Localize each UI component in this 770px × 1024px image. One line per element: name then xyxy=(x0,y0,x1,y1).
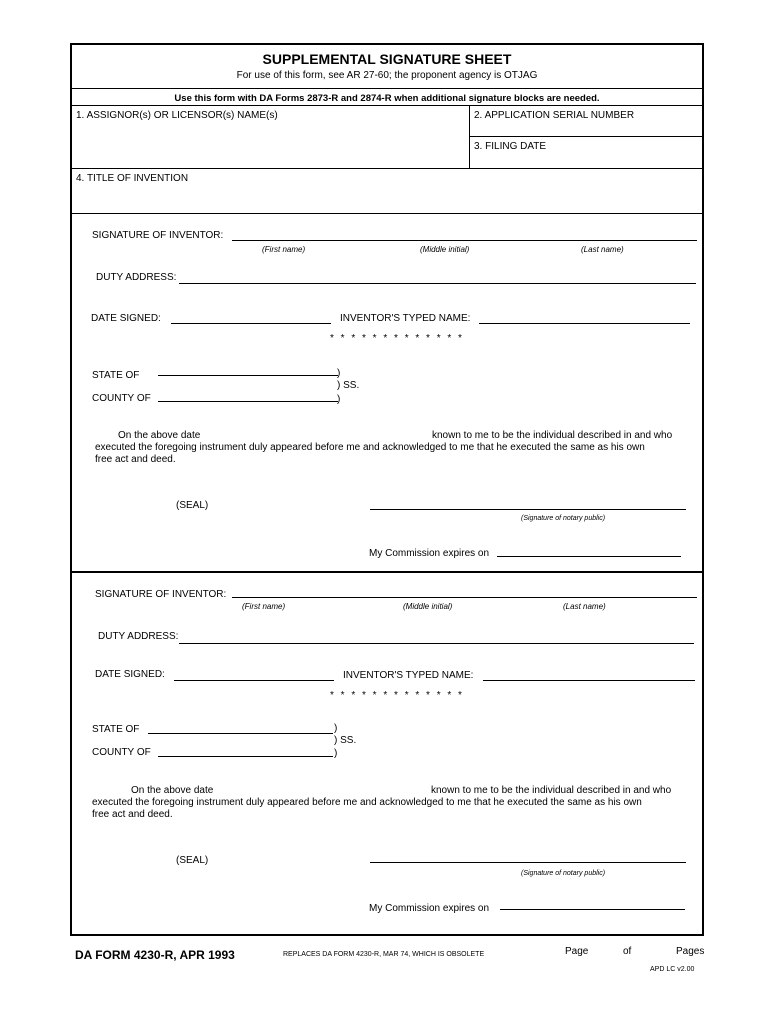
last-name-caption: (Last name) xyxy=(563,602,606,611)
version-label: APD LC v2.00 xyxy=(650,966,695,973)
star-separator: * * * * * * * * * * * * * xyxy=(330,690,464,701)
free-act-text: free act and deed. xyxy=(95,454,176,465)
state-line[interactable] xyxy=(158,375,338,376)
page-label: Page xyxy=(565,946,589,957)
seal-label: (SEAL) xyxy=(176,855,209,866)
county-line[interactable] xyxy=(158,401,338,402)
paren: ) xyxy=(334,748,338,759)
first-name-caption: (First name) xyxy=(242,602,286,611)
duty-address-line[interactable] xyxy=(179,283,696,284)
typed-name-line[interactable] xyxy=(483,680,695,681)
state-label: STATE OF xyxy=(92,724,140,735)
serial-number-field[interactable] xyxy=(470,106,702,136)
date-signed-label: DATE SIGNED: xyxy=(95,669,165,680)
executed-text: executed the foregoing instrument duly appeared before me and acknowledged to me that he executed the same as his own xyxy=(95,442,645,453)
assignor-field[interactable] xyxy=(72,106,469,168)
commission-label: My Commission expires on xyxy=(369,903,490,914)
county-label: COUNTY OF xyxy=(92,747,151,758)
star-separator: * * * * * * * * * * * * * xyxy=(330,333,464,344)
notary-caption: (Signature of notary public) xyxy=(521,870,606,877)
free-act-text: free act and deed. xyxy=(92,809,173,820)
duty-address-line[interactable] xyxy=(179,643,694,644)
pages-label: Pages xyxy=(676,946,705,957)
replaces-note: REPLACES DA FORM 4230-R, MAR 74, WHICH IS OBSOLETE xyxy=(283,951,485,958)
above-date-text: On the above date xyxy=(118,430,201,441)
duty-address-label: DUTY ADDRESS: xyxy=(98,631,179,642)
commission-line[interactable] xyxy=(497,556,681,557)
form-subtitle: For use of this form, see AR 27-60; the proponent agency is OTJAG xyxy=(236,70,538,81)
commission-label: My Commission expires on xyxy=(369,548,490,559)
state-label: STATE OF xyxy=(92,370,140,381)
form-title: SUPPLEMENTAL SIGNATURE SHEET xyxy=(262,51,512,67)
title-field[interactable] xyxy=(72,169,702,213)
middle-initial-caption: (Middle initial) xyxy=(420,245,470,254)
executed-text: executed the foregoing instrument duly appeared before me and acknowledged to me that he executed the same as his own xyxy=(92,797,642,808)
form-id: DA FORM 4230-R, APR 1993 xyxy=(75,948,235,962)
ss-label: ) SS. xyxy=(337,380,360,391)
typed-name-label: INVENTOR'S TYPED NAME: xyxy=(343,670,474,681)
typed-name-line[interactable] xyxy=(479,323,690,324)
serial-label: 2. APPLICATION SERIAL NUMBER xyxy=(474,110,635,121)
date-signed-line[interactable] xyxy=(171,323,331,324)
form-instruction: Use this form with DA Forms 2873-R and 2874-R when additional signature blocks are needed. xyxy=(174,93,600,104)
last-name-caption: (Last name) xyxy=(581,245,624,254)
notary-signature-line[interactable] xyxy=(370,862,686,863)
known-text: known to me to be the individual described in and who xyxy=(431,785,672,796)
state-line[interactable] xyxy=(148,733,333,734)
commission-line[interactable] xyxy=(500,909,685,910)
date-signed-label: DATE SIGNED: xyxy=(91,313,161,324)
above-date-text: On the above date xyxy=(131,785,214,796)
date-signed-line[interactable] xyxy=(174,680,334,681)
assignor-label: 1. ASSIGNOR(s) OR LICENSOR(s) NAME(s) xyxy=(76,110,278,121)
signature-line[interactable] xyxy=(232,597,697,598)
first-name-caption: (First name) xyxy=(262,245,306,254)
ss-label: ) SS. xyxy=(334,735,357,746)
notary-signature-line[interactable] xyxy=(370,509,686,510)
title-label: 4. TITLE OF INVENTION xyxy=(76,173,189,184)
block-divider xyxy=(72,571,702,573)
known-text: known to me to be the individual described in and who xyxy=(432,430,673,441)
middle-initial-caption: (Middle initial) xyxy=(403,602,453,611)
filing-date-field[interactable] xyxy=(470,137,702,168)
seal-label: (SEAL) xyxy=(176,500,209,511)
filing-label: 3. FILING DATE xyxy=(474,141,547,152)
paren: ) xyxy=(337,394,341,405)
signature-label: SIGNATURE OF INVENTOR: xyxy=(92,230,224,241)
paren: ) xyxy=(334,723,338,734)
paren: ) xyxy=(337,368,341,379)
notary-caption: (Signature of notary public) xyxy=(521,515,606,522)
divider xyxy=(72,213,702,214)
typed-name-label: INVENTOR'S TYPED NAME: xyxy=(340,313,471,324)
signature-line[interactable] xyxy=(232,240,697,241)
signature-label: SIGNATURE OF INVENTOR: xyxy=(95,589,227,600)
duty-address-label: DUTY ADDRESS: xyxy=(96,272,177,283)
county-line[interactable] xyxy=(158,756,333,757)
county-label: COUNTY OF xyxy=(92,393,151,404)
of-label: of xyxy=(623,946,632,957)
divider xyxy=(72,88,702,89)
